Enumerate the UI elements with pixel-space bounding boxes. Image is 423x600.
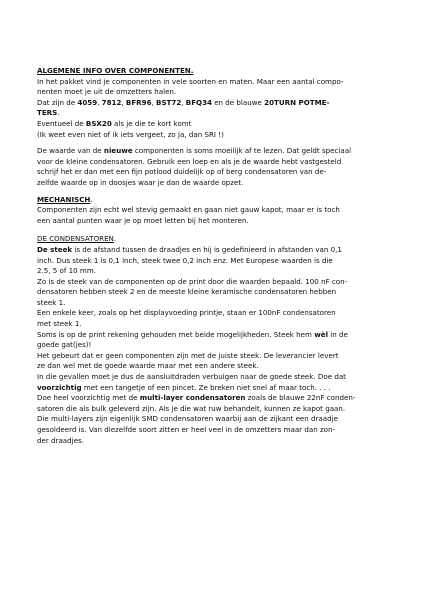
heading-text: DE CONDENSATOREN (37, 234, 114, 244)
text-run: De waarde van de (37, 146, 104, 156)
text-run: zoals de blauwe 22nF conden- (245, 393, 356, 403)
emphasis-careful: voorzichtig (37, 382, 82, 392)
paragraph-line: voor de kleine condensatoren. Gebruik een loep en als je de waarde hebt vastgesteld (37, 156, 342, 166)
paragraph-line: zelfde waarde op in doosjes waar je dan de waarde opzet. (37, 177, 244, 187)
paragraph-line: Een enkele keer, zoals op het displayvoeding printje, staan er 100nF condensatoren (37, 308, 336, 318)
paragraph-line (37, 245, 387, 256)
section-heading-general-info (37, 66, 387, 77)
paragraph-line: steek 1. (37, 297, 66, 307)
text-run: Soms is op de print rekening gehouden met beide mogelijkheden. Steek hem (37, 329, 315, 339)
paragraph-line (37, 108, 387, 119)
text-run: in de (328, 329, 348, 339)
heading-text: ALGEMENE INFO OVER COMPONENTEN. (37, 66, 194, 75)
part-number: BST72 (156, 97, 182, 107)
paragraph-line: schrijf het er dan met een fijn potlood duidelijk op of berg condensatoren van de- (37, 167, 327, 177)
text-run: componenten is soms moeilijk af te lezen. Dat geldt speciaal (132, 146, 352, 156)
text-run: , (97, 97, 102, 107)
text-run: , (151, 97, 157, 107)
part-number: TERS (37, 108, 58, 118)
part-number: BFQ34 (185, 97, 212, 107)
paragraph-gap (37, 226, 387, 234)
text-run: is de afstand tussen de draadjes en hij is gedefinieerd in afstanden van 0,1 (72, 244, 342, 254)
text-run: en de blauwe (211, 97, 265, 107)
part-number: BSX20 (85, 118, 112, 128)
emphasis-new: nieuwe (103, 146, 133, 156)
term-multilayer: multi-layer condensatoren (139, 393, 246, 403)
paragraph-line: nenten moet je uit de omzetters halen. (37, 87, 177, 97)
paragraph-line: Componenten zijn echt wel stevig gemaakt en gaan niet gauw kapot, maar er is toch (37, 205, 340, 215)
paragraph-line: 2.5, 5 of 10 mm. (37, 266, 97, 276)
paragraph-line: der draadjes. (37, 435, 84, 445)
text-run: , (121, 97, 126, 107)
section-heading-capacitors (37, 234, 387, 245)
section-heading-mechanical (37, 195, 387, 206)
paragraph-line: (Ik weet even niet of ik iets vergeet, zo ja, dan SRI !) (37, 129, 224, 139)
paragraph-line: goede gat(jes)! (37, 340, 92, 350)
text-run: Doe heel voorzichtig met de (37, 393, 140, 403)
text-run: , (181, 97, 186, 107)
text-run: . (57, 108, 60, 118)
paragraph-line: satoren die als bulk geleverd zijn. Als je die wat ruw behandelt, kunnen ze kapot gaan. (37, 403, 346, 413)
part-number: BFR96 (125, 97, 152, 107)
part-number: 4059 (77, 97, 98, 107)
part-number: 7812 (101, 97, 122, 107)
text-run: Eventueel de (37, 118, 86, 128)
document-body (37, 66, 387, 446)
paragraph-line (37, 330, 387, 341)
text-run: . (90, 194, 93, 204)
paragraph-line: In het pakket vind je componenten in vele soorten en maten. Maar een aantal compo- (37, 76, 344, 86)
paragraph-line: In die gevallen moet je dus de aansluitdraden verbuigen naar de goede steek. Doe dat (37, 372, 346, 382)
paragraph-line: een aantal punten waar je op moet letten bij het monteren. (37, 215, 249, 225)
text-run: met een tangetje of een pincet. Ze breken niet snel af maar toch. . . . (81, 382, 331, 392)
paragraph-line: ze dan wel met de goede waarde maar met een andere steek. (37, 361, 259, 371)
text-run: Dat zijn de (37, 97, 78, 107)
paragraph-line: met steek 1. (37, 319, 82, 329)
part-number: 20TURN POTME- (264, 97, 330, 107)
paragraph-line: Die multi-layers zijn eigenlijk SMD condensatoren waarbij aan de zijkant een draadje (37, 414, 338, 424)
paragraph-line: inch. Dus steek 1 is 0,1 inch, steek twee 0,2 inch enz. Met Europese waarden is die (37, 255, 333, 265)
term-pitch: De steek (37, 244, 73, 254)
paragraph-line (37, 383, 387, 394)
paragraph-line: Het gebeurt dat er geen componenten zijn met de juiste steek. De leverancier levert (37, 350, 339, 360)
paragraph-line: Zo is de steek van de componenten op de print door die waarden bepaald. 100 nF con- (37, 276, 348, 286)
paragraph-line: gesoldeerd is. Van diezelfde soort zitten er heel veel in de omzetters maar dan zon- (37, 425, 336, 434)
emphasis-wel: wèl (314, 329, 328, 339)
paragraph-line (37, 393, 387, 404)
paragraph-line (37, 98, 387, 109)
heading-text: MECHANISCH (37, 194, 91, 204)
text-run: als je die te kort komt (111, 118, 192, 128)
paragraph-line (37, 146, 387, 157)
paragraph-line (37, 119, 387, 130)
paragraph-line: densatoren hebben steek 2 en de meeste kleine keramische condensatoren hebben (37, 287, 337, 297)
text-run: . (113, 234, 117, 244)
